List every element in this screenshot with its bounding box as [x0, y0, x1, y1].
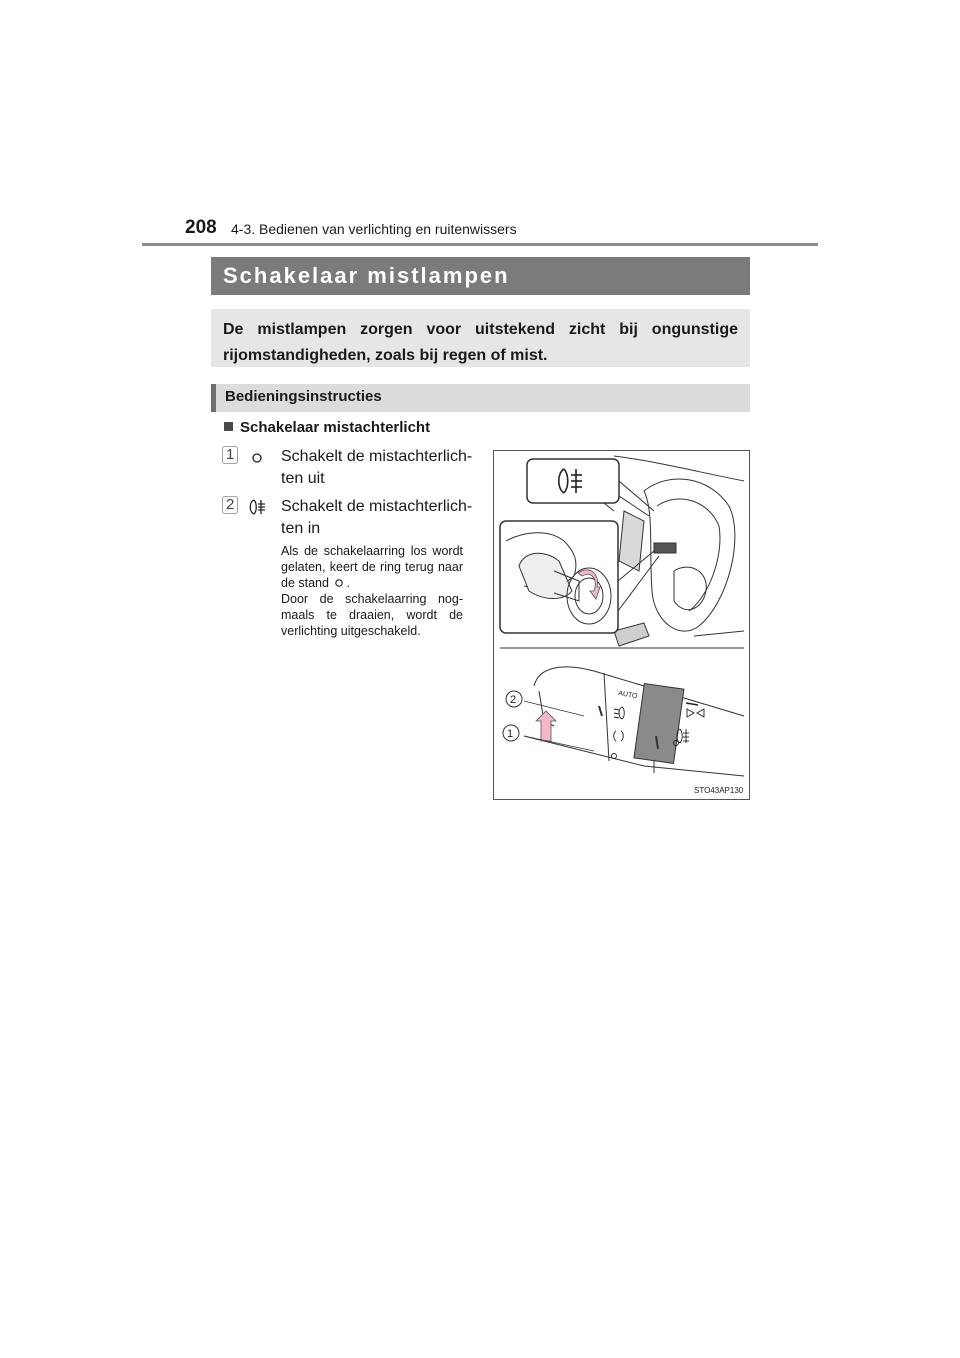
off-position-icon [251, 452, 263, 464]
intro-text: De mistlampen zorgen voor uitstekend zicht bij ongunstige rijomstandigheden, zoals bij regen of mist. [211, 309, 750, 367]
item-1-number-text: 1 [226, 446, 235, 463]
item-1-line2: ten uit [281, 470, 325, 487]
square-bullet-icon [224, 422, 233, 431]
rear-fog-light-icon [677, 729, 689, 743]
off-position-icon [612, 754, 617, 759]
note-paragraph-1 [281, 543, 463, 591]
bullet-heading [224, 419, 430, 436]
chapter-title: 4-3. Bedienen van verlichting en ruitenwissers [231, 221, 517, 237]
item-2-number [222, 496, 238, 518]
item-1-text [281, 446, 472, 490]
callout-2-label: 2 [510, 694, 517, 706]
note-text [281, 543, 463, 639]
callout-1-label: 1 [507, 728, 514, 740]
item-1-line1: Schakelt de mistachterlich- [281, 448, 473, 465]
item-2-line2: ten in [281, 520, 321, 537]
low-beam-icon [614, 707, 624, 719]
note-line-a-end: . [346, 576, 350, 590]
page-number: 208 [185, 217, 217, 238]
parking-light-icon [686, 703, 704, 717]
header-divider [142, 243, 818, 246]
off-position-icon [334, 578, 344, 588]
subsection-title: Bedieningsinstructies [211, 384, 750, 412]
note-paragraph-2: Door de schakelaarring nog-maals te draaien, wordt de verlichting uitgeschakeld. [281, 592, 463, 638]
section-title: Schakelaar mistlampen [211, 257, 750, 295]
item-2-text [281, 496, 472, 540]
fog-switch-illustration [494, 451, 749, 799]
bullet-heading-text: Schakelaar mistachterlicht [240, 419, 431, 436]
figure-code: STO43AP130 [694, 786, 744, 795]
item-2-number-text: 2 [226, 496, 235, 513]
item-1-number [222, 446, 238, 468]
note-line-a: Als de schakelaarring los wordt gelaten, keert de ring terug naar de stand [281, 544, 463, 590]
lever-drawing [524, 667, 744, 776]
position-light-icon [614, 731, 624, 741]
auto-label: AUTO [617, 690, 638, 701]
rear-fog-light-icon [247, 497, 267, 517]
illustration-panel [493, 450, 750, 800]
item-2-line1: Schakelt de mistachterlich- [281, 498, 473, 515]
